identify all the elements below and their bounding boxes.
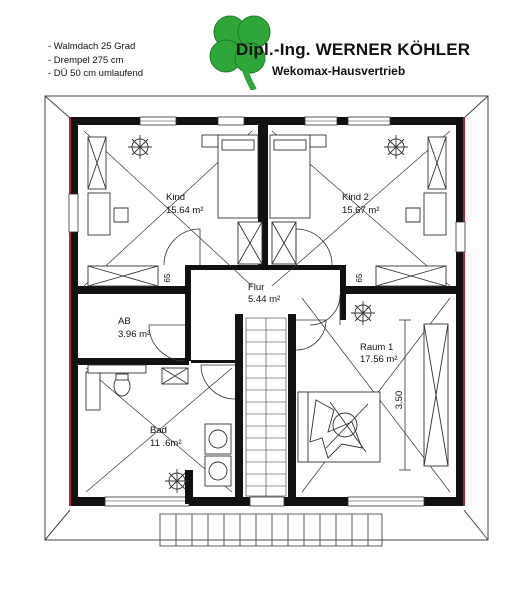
interior-walls: [78, 125, 456, 504]
room-area-ab: 3.96 m²: [118, 329, 151, 340]
dimension-label: 3.50: [394, 390, 405, 410]
room-name-bad: Bad: [150, 425, 167, 436]
room-name-flur: Flur: [248, 282, 265, 293]
room-area-flur: 5.44 m²: [248, 294, 281, 305]
entrance-steps: [160, 514, 382, 546]
note-overhang: - DÜ 50 cm umlaufend: [48, 68, 144, 79]
cabinet-label: 65: [163, 273, 172, 283]
double-bed: [298, 392, 380, 462]
room-name-raum-1: Raum 1: [360, 342, 394, 353]
room-area-kind-2: 15.67 m²: [342, 205, 380, 216]
cabinet-label: 65: [355, 273, 364, 283]
room-area-raum-1: 17.56 m²: [360, 354, 398, 365]
room-name-kind-2: Kind 2: [342, 192, 369, 203]
staircase: [246, 318, 286, 496]
room-area-bad: 11 .6m²: [150, 438, 182, 449]
room-area-kind: 15.64 m²: [166, 205, 204, 216]
company-name: Dipl.-Ing. WERNER KÖHLER: [236, 40, 471, 59]
note-roof: - Walmdach 25 Grad: [48, 41, 136, 52]
room-name-ab: AB: [118, 316, 131, 327]
room-name-kind: Kind: [166, 192, 186, 203]
note-knee-wall: - Drempel 275 cm: [48, 54, 124, 66]
company-subtitle: Wekomax-Hausvertrieb: [272, 64, 406, 78]
